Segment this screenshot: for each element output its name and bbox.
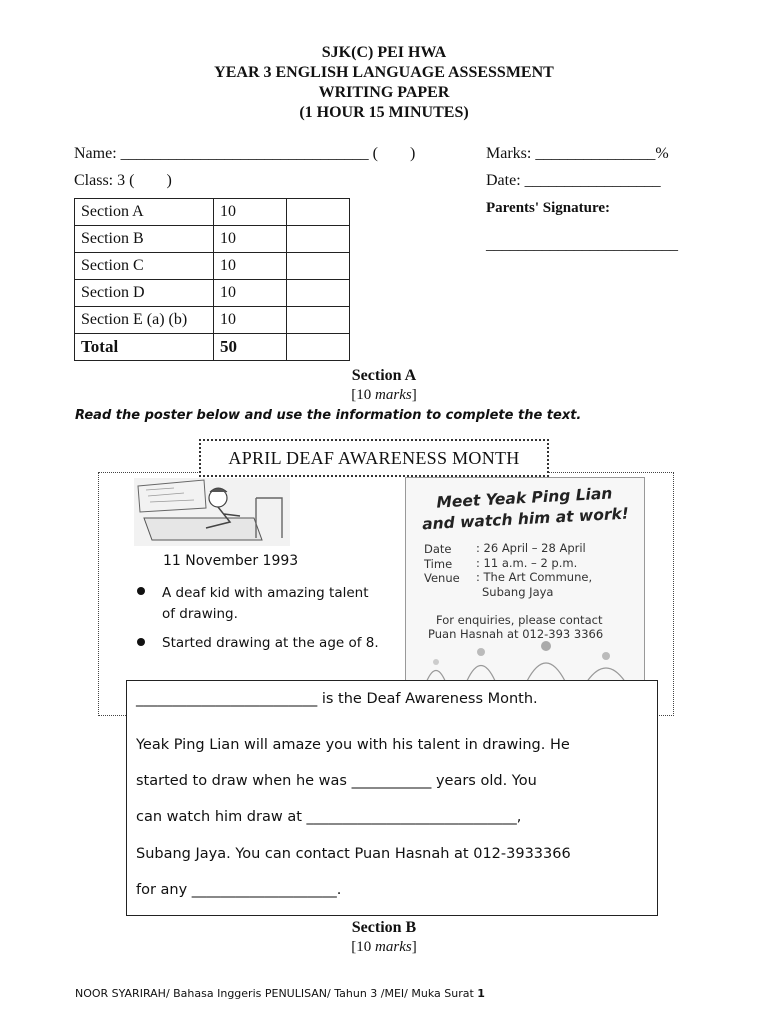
- poster-bullet-2: [162, 633, 379, 654]
- marks-close: ]: [411, 939, 417, 955]
- page-number: 1: [477, 987, 485, 1000]
- table-row: [75, 307, 350, 334]
- class-field[interactable]: Class: 3 ( ): [74, 172, 172, 189]
- event-ad: [405, 477, 645, 682]
- section-a-marks: [0, 387, 768, 404]
- answer-line[interactable]: started to draw when he was ___________ years old. You: [136, 773, 537, 789]
- page-footer: [75, 987, 485, 1000]
- table-cell-marks: 10: [214, 199, 287, 226]
- section-a-title: Section A: [351, 367, 417, 384]
- duration: (1 HOUR 15 MINUTES): [299, 104, 469, 121]
- ad-date-label: Date: [424, 542, 452, 556]
- ad-headline-line: Meet Yeak Ping Lian: [436, 484, 613, 512]
- flower-decoration: [406, 638, 645, 682]
- school-name: SJK(C) PEI HWA: [321, 44, 447, 61]
- table-cell-marks: 10: [214, 280, 287, 307]
- marks-open: [10: [351, 939, 376, 955]
- table-cell-section: Section E (a) (b): [75, 307, 214, 334]
- bullet-dot: [137, 638, 145, 646]
- table-row: [75, 280, 350, 307]
- total-score[interactable]: [287, 334, 350, 361]
- ad-venue-label: Venue: [424, 571, 460, 585]
- table-row: [75, 199, 350, 226]
- table-cell-marks: 10: [214, 226, 287, 253]
- ad-enquiry-line: Puan Hasnah at 012-393 3366: [428, 627, 604, 641]
- answer-text-box[interactable]: [126, 680, 658, 916]
- marks-word: marks: [375, 939, 412, 955]
- marks-field[interactable]: Marks: _______________%: [486, 145, 669, 162]
- table-cell-section: Section B: [75, 226, 214, 253]
- table-row-total: [75, 334, 350, 361]
- ad-time-label: Time: [424, 557, 453, 571]
- ad-time-value: : 11 a.m. – 2 p.m.: [476, 556, 578, 570]
- section-b-title: Section B: [351, 919, 417, 936]
- name-field[interactable]: Name: _______________________________ ( ): [74, 145, 416, 162]
- section-a-instruction: Read the poster below and use the information to complete the text.: [75, 408, 582, 423]
- bullet-line: A deaf kid with amazing talent: [162, 585, 369, 601]
- marks-open: [10: [351, 387, 376, 403]
- table-row: [75, 253, 350, 280]
- answer-line[interactable]: _________________________ is the Deaf Awareness Month.: [136, 691, 538, 707]
- parents-signature-line[interactable]: ________________________: [486, 236, 678, 253]
- table-cell-marks: 10: [214, 253, 287, 280]
- table-cell-score[interactable]: [287, 226, 350, 253]
- answer-line: Subang Jaya. You can contact Puan Hasnah at 012-3933366: [136, 846, 571, 862]
- total-label: Total: [75, 334, 214, 361]
- table-cell-section: Section D: [75, 280, 214, 307]
- date-field[interactable]: Date: _________________: [486, 172, 661, 189]
- assessment-title: YEAR 3 ENGLISH LANGUAGE ASSESSMENT: [214, 64, 554, 81]
- section-b-marks: [0, 939, 768, 956]
- ad-headline-line: and watch him at work!: [421, 504, 630, 534]
- bullet-line: Started drawing at the age of 8.: [162, 635, 379, 651]
- table-cell-score[interactable]: [287, 253, 350, 280]
- table-cell-marks: 10: [214, 307, 287, 334]
- ad-date-value: : 26 April – 28 April: [476, 541, 586, 555]
- table-cell-score[interactable]: [287, 199, 350, 226]
- total-marks: 50: [214, 334, 287, 361]
- table-cell-section: Section C: [75, 253, 214, 280]
- footer-text: NOOR SYARIRAH/ Bahasa Inggeris PENULISAN/ Tahun 3 /MEI/ Muka Surat: [75, 987, 478, 1000]
- table-cell-section: Section A: [75, 199, 214, 226]
- boy-drawing-illustration: [134, 478, 290, 546]
- ad-venue-value: : The Art Commune,: [476, 570, 593, 584]
- bullet-line: of drawing.: [162, 606, 238, 622]
- table-cell-score[interactable]: [287, 280, 350, 307]
- parents-signature-label: Parents' Signature:: [486, 200, 611, 216]
- table-row: [75, 226, 350, 253]
- birth-date: 11 November 1993: [163, 553, 299, 569]
- ad-enquiry-line: For enquiries, please contact: [436, 613, 603, 627]
- bullet-dot: [137, 587, 145, 595]
- poster-bullet-1: [162, 583, 369, 625]
- answer-line[interactable]: can watch him draw at _____________________________,: [136, 809, 522, 825]
- marks-close: ]: [411, 387, 417, 403]
- table-cell-score[interactable]: [287, 307, 350, 334]
- answer-line[interactable]: for any ____________________.: [136, 882, 342, 898]
- poster-title: APRIL DEAF AWARENESS MONTH: [199, 439, 549, 477]
- ad-headline: [405, 482, 645, 536]
- marks-word: marks: [375, 387, 412, 403]
- answer-line: Yeak Ping Lian will amaze you with his talent in drawing. He: [136, 737, 570, 753]
- paper-title: WRITING PAPER: [318, 84, 450, 101]
- marks-table: [74, 198, 350, 361]
- ad-venue-value-2: Subang Jaya: [482, 585, 554, 599]
